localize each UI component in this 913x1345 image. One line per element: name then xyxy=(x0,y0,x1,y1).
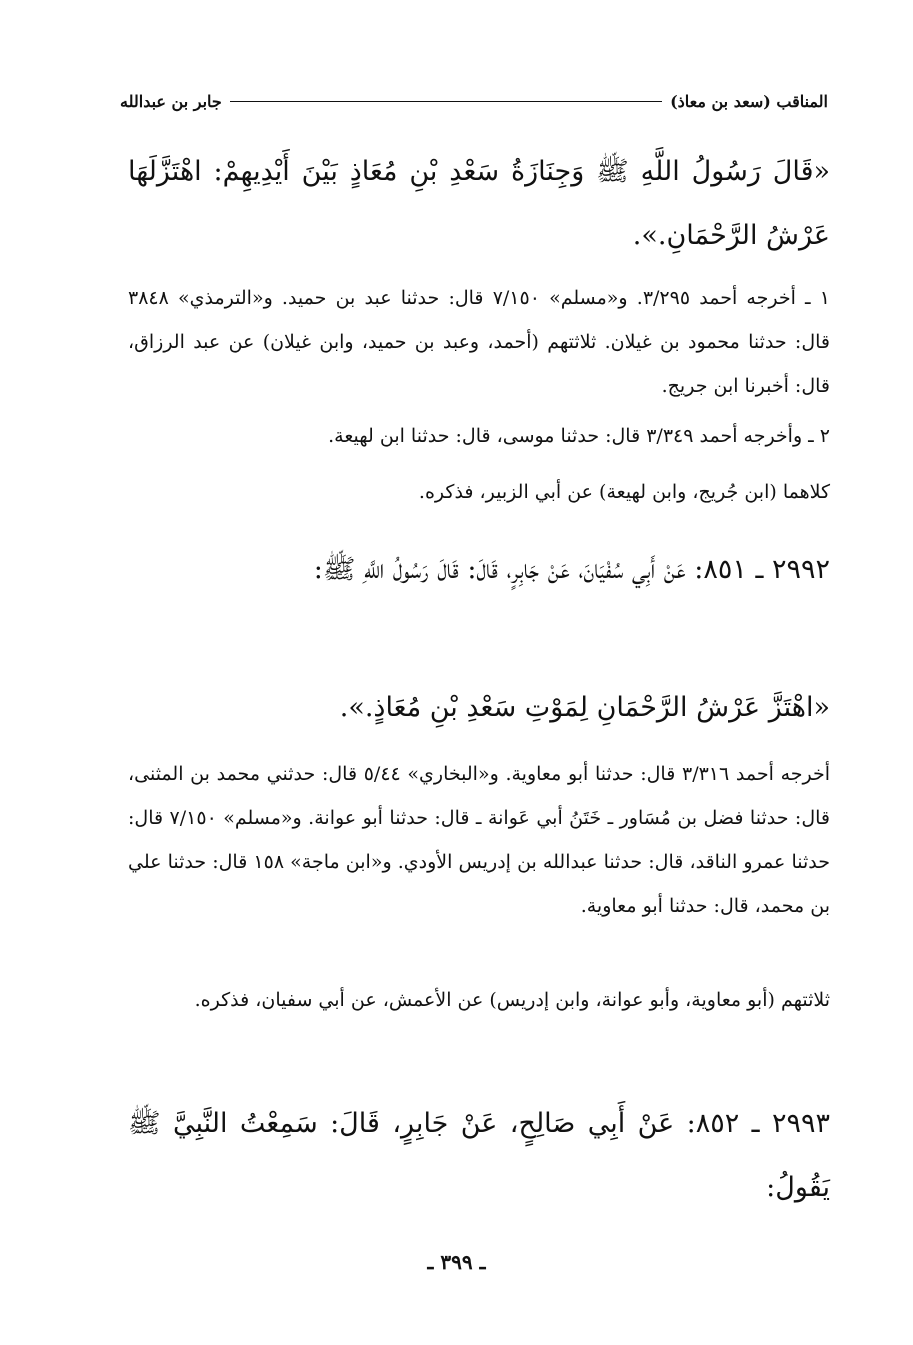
running-header xyxy=(120,86,828,116)
header-section-title: المناقب (سعد بن معاذ) xyxy=(670,91,828,111)
takhrij-summary-1: كلاهما (ابن جُريج، وابن لهيعة) عن أبي الزبير، فذكره. xyxy=(418,481,830,503)
page-number: ـ ٣٩٩ ـ xyxy=(427,1250,486,1274)
hadith-2992-text: «اهْتَزَّ عَرْشُ الرَّحْمَانِ لِمَوْتِ سَعْدِ بْنِ مُعَاذٍ.». xyxy=(339,692,830,723)
hadith-2992-heading: ٢٩٩٢ ـ ٨٥١: عَنْ أَبِي سُفْيَانَ، عَنْ جَابِرٍ، قَالَ: قَالَ رَسُولُ اللَّهِ ﷺ: xyxy=(313,554,830,585)
takhrij-summary-2992: ثلاثتهم (أبو معاوية، وأبو عوانة، وابن إدريس) عن الأعمش، عن أبي سفيان، فذكره. xyxy=(194,989,830,1011)
takhrij-note-1: ١ ـ أخرجه أحمد ٣/٢٩٥. و«مسلم» ٧/١٥٠ قال: حدثنا عبد بن حميد. و«الترمذي» ٣٨٤٨ قال: حدثنا محمود بن غيلان. ثلاثتهم (أحمد، وعبد بن حميد، وابن غيلان) عن عبد الرزاق، قال: أخبرنا ابن جريج. xyxy=(128,287,830,397)
header-chapter-title: جابر بن عبدالله xyxy=(120,91,222,111)
takhrij-note-2: ٢ ـ وأخرجه أحمد ٣/٣٤٩ قال: حدثنا موسى، قال: حدثنا ابن لهيعة. xyxy=(328,425,830,447)
takhrij-note-2992: أخرجه أحمد ٣/٣١٦ قال: حدثنا أبو معاوية. و«البخاري» ٥/٤٤ قال: حدثني محمد بن المثنى، قال: حدثنا فضل بن مُسَاور ـ خَتَنُ أبي عَوانة ـ قال: حدثنا أبو عوانة. و«مسلم» ٧/١٥٠ قال: حدثنا عمرو الناقد، قال: حدثنا عبدالله بن إدريس الأودي. و«ابن ماجة» ١٥٨ قال: حدثنا علي بن محمد، قال: حدثنا أبو معاوية. xyxy=(128,763,831,917)
hadith-text-1: «قَالَ رَسُولُ اللَّهِ ﷺ وَجِنَازَةُ سَعْدِ بْنِ مُعَاذٍ بَيْنَ أَيْدِيهِمْ: اهْتَزَّلَهَا عَرْشُ الرَّحْمَانِ.». xyxy=(128,156,830,251)
hadith-2993-heading: ٢٩٩٣ ـ ٨٥٢: عَنْ أَبِي صَالِحٍ، عَنْ جَابِرٍ، قَالَ: سَمِعْتُ النَّبِيَّ ﷺ يَقُولُ: xyxy=(128,1108,831,1203)
header-rule xyxy=(230,101,662,102)
